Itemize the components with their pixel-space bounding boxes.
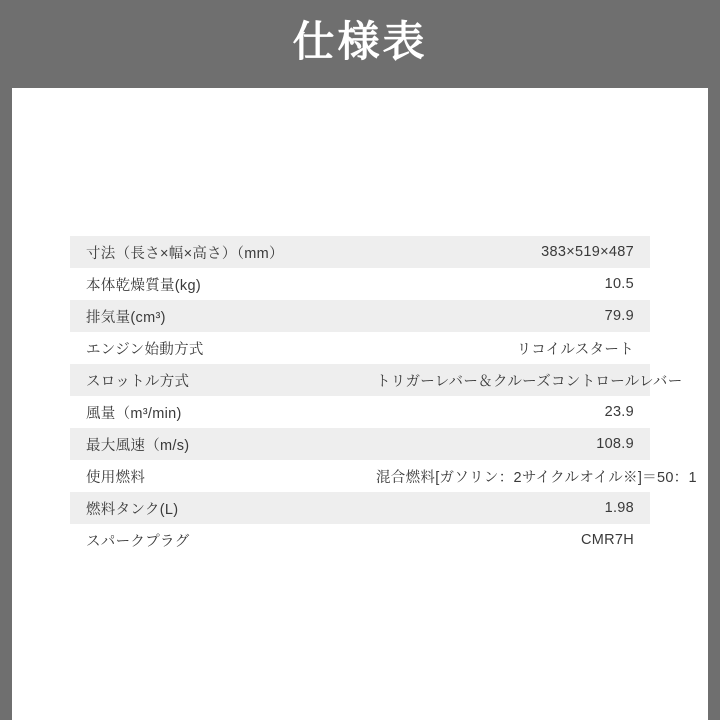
spec-value: 1.98 [604,500,634,516]
left-side-band [0,0,12,720]
spec-label: 本体乾燥質量(kg) [86,277,201,294]
table-row [70,396,650,428]
specification-table [70,236,697,556]
table-row [70,268,650,300]
spec-value: トリガーレバー＆クルーズコントロールレバー [376,373,683,390]
spec-value: 79.9 [604,308,634,324]
table-row [70,492,650,524]
spec-label: 寸法（長さ×幅×高さ）（mm） [86,245,284,262]
spec-value: リコイルスタート [516,341,634,358]
page-title: 仕様表 [292,18,428,65]
table-row [70,364,650,396]
spec-value: 混合燃料[ガソリン：2サイクルオイル※]＝50：1 [376,469,697,486]
table-row [70,524,650,556]
spec-value: 383×519×487 [541,244,634,260]
spec-value: 23.9 [604,404,634,420]
table-row [70,428,650,460]
spec-label: 排気量(cm³) [86,309,166,326]
spec-value: CMR7H [580,532,634,548]
spec-value: 10.5 [604,276,634,292]
page-header [0,0,720,88]
table-row [70,236,650,268]
spec-label: スパークプラグ [86,533,190,550]
right-side-band [708,0,720,720]
spec-label: スロットル方式 [86,373,190,390]
content-area [12,88,708,708]
specification-table-body [70,236,697,556]
table-row [70,332,650,364]
spec-value: 108.9 [596,436,634,452]
table-row [70,300,650,332]
spec-label: エンジン始動方式 [86,341,204,358]
spec-label: 風量（m³/min) [86,405,182,422]
spec-label: 使用燃料 [86,469,146,486]
spec-label: 最大風速（m/s) [86,437,190,454]
table-row [70,460,650,492]
spec-label: 燃料タンク(L) [86,501,179,518]
